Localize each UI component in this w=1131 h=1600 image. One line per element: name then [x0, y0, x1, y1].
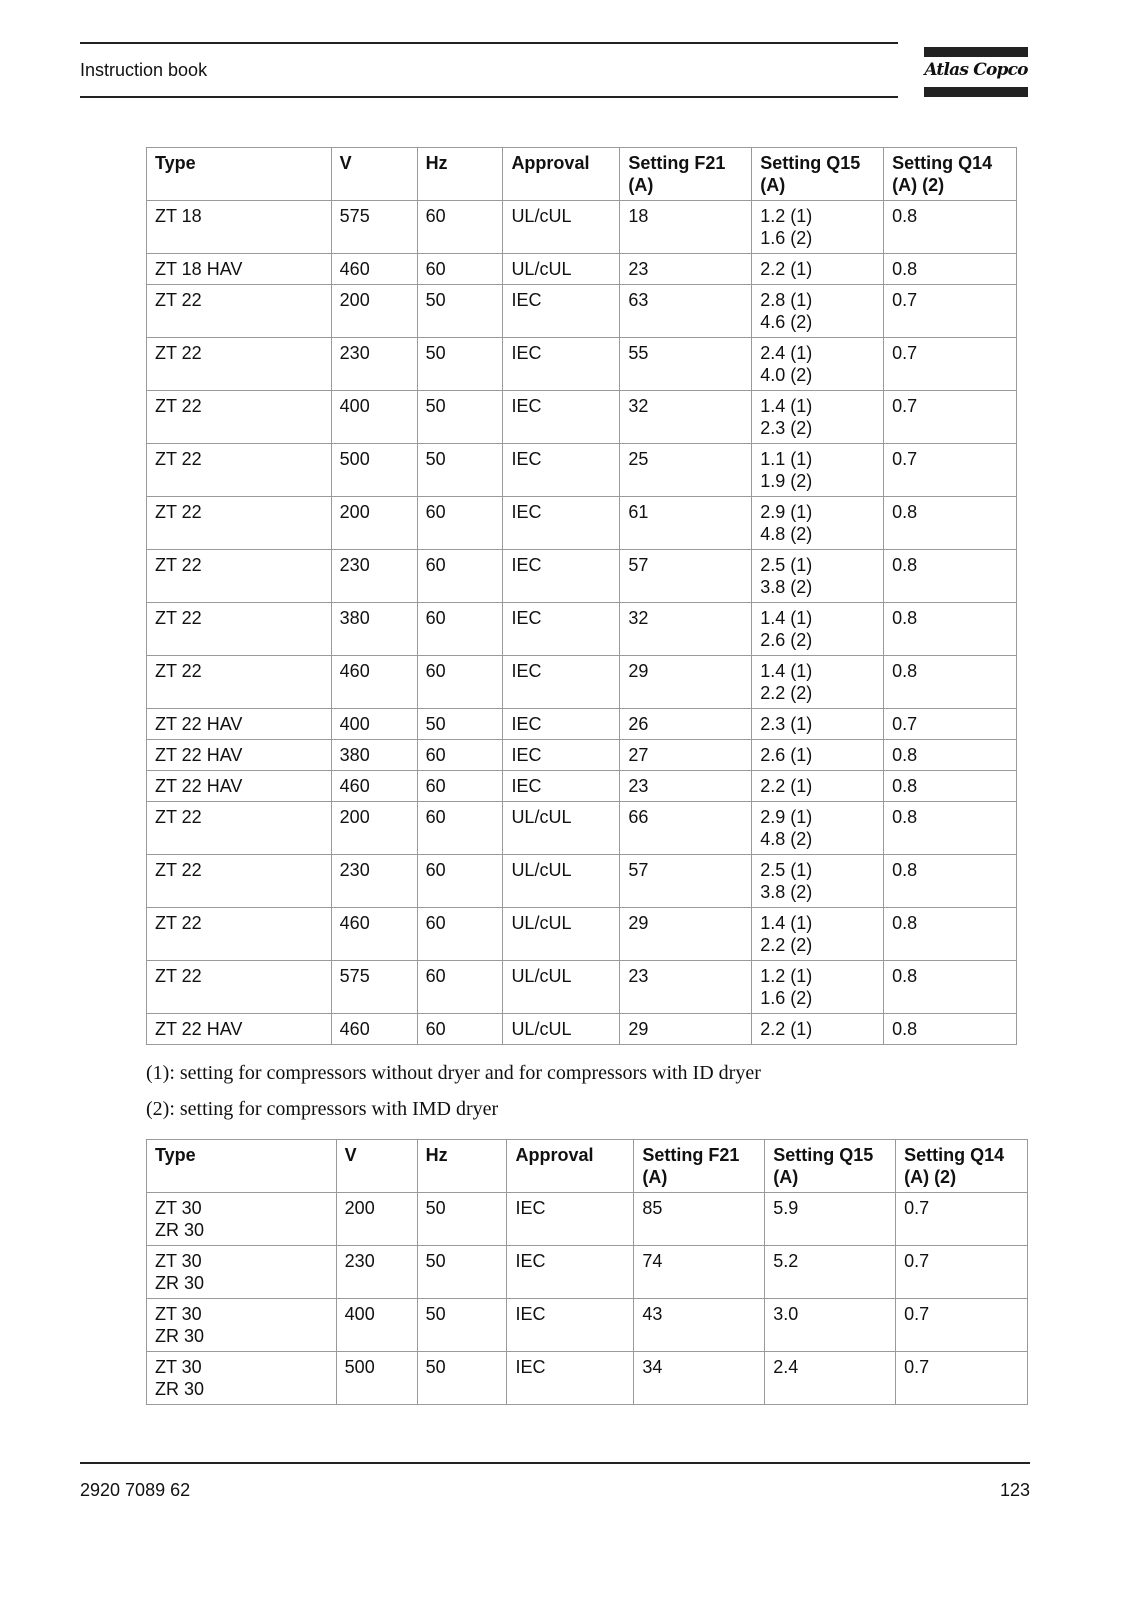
- cell-setting-q15: 2.8 (1) 4.6 (2): [752, 285, 884, 338]
- cell-setting-q15: 2.2 (1): [752, 1014, 884, 1045]
- cell-approval: UL/cUL: [503, 254, 620, 285]
- cell-approval: IEC: [503, 550, 620, 603]
- cell-setting-q15: 2.3 (1): [752, 709, 884, 740]
- cell-voltage: 500: [336, 1352, 417, 1405]
- cell-setting-q15: 1.4 (1) 2.2 (2): [752, 908, 884, 961]
- cell-frequency: 50: [417, 444, 503, 497]
- cell-voltage: 230: [331, 550, 417, 603]
- cell-setting-f21: 29: [620, 656, 752, 709]
- cell-voltage: 200: [331, 497, 417, 550]
- table-row: [147, 1299, 1028, 1352]
- cell-approval: UL/cUL: [503, 1014, 620, 1045]
- cell-setting-q15: 2.4: [765, 1352, 896, 1405]
- table-row: [147, 740, 1017, 771]
- cell-voltage: 575: [331, 961, 417, 1014]
- footer-rule: [80, 1462, 1030, 1464]
- cell-approval: UL/cUL: [503, 855, 620, 908]
- column-header-setting-q15: Setting Q15 (A): [752, 148, 884, 201]
- cell-approval: IEC: [503, 709, 620, 740]
- cell-setting-q14: 0.7: [884, 391, 1017, 444]
- cell-setting-q14: 0.8: [884, 497, 1017, 550]
- cell-setting-f21: 18: [620, 201, 752, 254]
- cell-frequency: 50: [417, 1299, 507, 1352]
- table-row: [147, 254, 1017, 285]
- column-header-setting-q14: Setting Q14 (A) (2): [884, 148, 1017, 201]
- cell-setting-f21: 23: [620, 961, 752, 1014]
- cell-frequency: 60: [417, 740, 503, 771]
- cell-setting-f21: 25: [620, 444, 752, 497]
- cell-type: ZT 22: [147, 908, 332, 961]
- cell-frequency: 60: [417, 497, 503, 550]
- cell-type: ZT 22: [147, 285, 332, 338]
- cell-setting-q14: 0.8: [884, 1014, 1017, 1045]
- cell-frequency: 60: [417, 802, 503, 855]
- cell-type: ZT 22: [147, 603, 332, 656]
- settings-table-zt18-zt22: [146, 147, 1017, 1045]
- cell-voltage: 460: [331, 771, 417, 802]
- cell-setting-q14: 0.8: [884, 656, 1017, 709]
- cell-setting-f21: 32: [620, 603, 752, 656]
- header-bottom-rule: [80, 96, 898, 98]
- cell-setting-q15: 2.4 (1) 4.0 (2): [752, 338, 884, 391]
- cell-approval: UL/cUL: [503, 201, 620, 254]
- cell-setting-q15: 2.2 (1): [752, 254, 884, 285]
- cell-approval: IEC: [507, 1193, 634, 1246]
- cell-setting-q14: 0.8: [884, 771, 1017, 802]
- cell-setting-q14: 0.7: [896, 1193, 1028, 1246]
- cell-voltage: 230: [331, 855, 417, 908]
- cell-type: ZT 22: [147, 444, 332, 497]
- cell-setting-q14: 0.8: [884, 740, 1017, 771]
- cell-setting-q14: 0.8: [884, 961, 1017, 1014]
- cell-setting-q15: 2.9 (1) 4.8 (2): [752, 802, 884, 855]
- atlas-copco-logo: [924, 47, 1028, 97]
- column-header-frequency: Hz: [417, 1140, 507, 1193]
- cell-approval: IEC: [503, 338, 620, 391]
- cell-setting-q15: 1.4 (1) 2.3 (2): [752, 391, 884, 444]
- cell-frequency: 50: [417, 285, 503, 338]
- table-row: [147, 201, 1017, 254]
- cell-voltage: 400: [331, 709, 417, 740]
- cell-frequency: 60: [417, 603, 503, 656]
- cell-setting-f21: 85: [634, 1193, 765, 1246]
- cell-type: ZT 22 HAV: [147, 771, 332, 802]
- table-row: [147, 1014, 1017, 1045]
- cell-frequency: 50: [417, 391, 503, 444]
- cell-type: ZT 22 HAV: [147, 709, 332, 740]
- cell-setting-q14: 0.8: [884, 603, 1017, 656]
- cell-setting-q14: 0.8: [884, 550, 1017, 603]
- cell-setting-q14: 0.7: [896, 1352, 1028, 1405]
- table-row: [147, 444, 1017, 497]
- cell-approval: UL/cUL: [503, 802, 620, 855]
- cell-approval: UL/cUL: [503, 908, 620, 961]
- table-header-row: [147, 1140, 1028, 1193]
- table-row: [147, 550, 1017, 603]
- table-row: [147, 603, 1017, 656]
- cell-setting-f21: 32: [620, 391, 752, 444]
- cell-setting-f21: 29: [620, 1014, 752, 1045]
- cell-setting-f21: 34: [634, 1352, 765, 1405]
- cell-setting-q15: 2.9 (1) 4.8 (2): [752, 497, 884, 550]
- cell-type: ZT 22 HAV: [147, 740, 332, 771]
- header-title: Instruction book: [80, 60, 208, 80]
- cell-setting-q14: 0.7: [896, 1246, 1028, 1299]
- table-row: [147, 855, 1017, 908]
- logo-bottom-bar: [924, 87, 1028, 97]
- cell-type: ZT 30 ZR 30: [147, 1299, 337, 1352]
- cell-frequency: 60: [417, 961, 503, 1014]
- cell-approval: IEC: [503, 285, 620, 338]
- cell-type: ZT 22: [147, 391, 332, 444]
- cell-voltage: 400: [336, 1299, 417, 1352]
- cell-type: ZT 22: [147, 338, 332, 391]
- logo-wordmark: Atlas Copco: [924, 60, 1028, 80]
- cell-voltage: 400: [331, 391, 417, 444]
- column-header-frequency: Hz: [417, 148, 503, 201]
- cell-voltage: 230: [331, 338, 417, 391]
- table-row: [147, 285, 1017, 338]
- cell-setting-q15: 1.4 (1) 2.6 (2): [752, 603, 884, 656]
- column-header-type: Type: [147, 148, 332, 201]
- cell-frequency: 60: [417, 550, 503, 603]
- cell-type: ZT 30 ZR 30: [147, 1193, 337, 1246]
- cell-voltage: 230: [336, 1246, 417, 1299]
- cell-type: ZT 22 HAV: [147, 1014, 332, 1045]
- cell-voltage: 460: [331, 908, 417, 961]
- cell-frequency: 50: [417, 1193, 507, 1246]
- cell-setting-f21: 66: [620, 802, 752, 855]
- table-row: [147, 908, 1017, 961]
- column-header-approval: Approval: [507, 1140, 634, 1193]
- cell-setting-q14: 0.8: [884, 802, 1017, 855]
- cell-voltage: 500: [331, 444, 417, 497]
- cell-voltage: 380: [331, 740, 417, 771]
- cell-setting-q15: 2.5 (1) 3.8 (2): [752, 550, 884, 603]
- cell-approval: IEC: [503, 771, 620, 802]
- cell-frequency: 50: [417, 1352, 507, 1405]
- cell-voltage: 460: [331, 1014, 417, 1045]
- cell-frequency: 60: [417, 908, 503, 961]
- cell-setting-q15: 1.2 (1) 1.6 (2): [752, 201, 884, 254]
- footnote-2: (2): setting for compressors with IMD dryer: [146, 1098, 499, 1120]
- cell-setting-f21: 23: [620, 254, 752, 285]
- cell-setting-q14: 0.7: [884, 285, 1017, 338]
- cell-voltage: 460: [331, 656, 417, 709]
- cell-setting-f21: 74: [634, 1246, 765, 1299]
- cell-frequency: 60: [417, 771, 503, 802]
- cell-setting-q15: 1.2 (1) 1.6 (2): [752, 961, 884, 1014]
- cell-frequency: 60: [417, 656, 503, 709]
- cell-type: ZT 22: [147, 961, 332, 1014]
- column-header-setting-q14: Setting Q14 (A) (2): [896, 1140, 1028, 1193]
- cell-setting-q14: 0.7: [896, 1299, 1028, 1352]
- cell-type: ZT 22: [147, 550, 332, 603]
- table-row: [147, 656, 1017, 709]
- cell-frequency: 50: [417, 709, 503, 740]
- cell-setting-q15: 3.0: [765, 1299, 896, 1352]
- cell-approval: IEC: [507, 1299, 634, 1352]
- table-row: [147, 1246, 1028, 1299]
- cell-setting-q14: 0.7: [884, 709, 1017, 740]
- table-row: [147, 497, 1017, 550]
- table-row: [147, 771, 1017, 802]
- table-row: [147, 338, 1017, 391]
- cell-setting-f21: 57: [620, 855, 752, 908]
- table-row: [147, 802, 1017, 855]
- cell-approval: IEC: [503, 656, 620, 709]
- cell-voltage: 460: [331, 254, 417, 285]
- cell-setting-q15: 1.1 (1) 1.9 (2): [752, 444, 884, 497]
- cell-type: ZT 22: [147, 497, 332, 550]
- cell-approval: IEC: [503, 603, 620, 656]
- column-header-approval: Approval: [503, 148, 620, 201]
- cell-setting-q15: 2.2 (1): [752, 771, 884, 802]
- cell-voltage: 575: [331, 201, 417, 254]
- cell-setting-f21: 23: [620, 771, 752, 802]
- cell-approval: IEC: [503, 444, 620, 497]
- settings-table-zt30-zr30: [146, 1139, 1028, 1405]
- cell-approval: IEC: [503, 391, 620, 444]
- column-header-setting-q15: Setting Q15 (A): [765, 1140, 896, 1193]
- cell-setting-q14: 0.8: [884, 908, 1017, 961]
- cell-setting-q14: 0.7: [884, 338, 1017, 391]
- cell-type: ZT 30 ZR 30: [147, 1246, 337, 1299]
- cell-setting-f21: 27: [620, 740, 752, 771]
- cell-setting-q14: 0.7: [884, 444, 1017, 497]
- table-row: [147, 391, 1017, 444]
- cell-setting-f21: 55: [620, 338, 752, 391]
- footnote-1: (1): setting for compressors without dryer and for compressors with ID dryer: [146, 1062, 761, 1084]
- cell-setting-f21: 43: [634, 1299, 765, 1352]
- column-header-voltage: V: [331, 148, 417, 201]
- cell-setting-q15: 1.4 (1) 2.2 (2): [752, 656, 884, 709]
- table-row: [147, 961, 1017, 1014]
- cell-voltage: 200: [331, 802, 417, 855]
- cell-approval: IEC: [507, 1352, 634, 1405]
- cell-approval: IEC: [503, 740, 620, 771]
- cell-voltage: 200: [336, 1193, 417, 1246]
- cell-setting-f21: 29: [620, 908, 752, 961]
- cell-frequency: 60: [417, 201, 503, 254]
- table-row: [147, 1193, 1028, 1246]
- cell-setting-q15: 2.5 (1) 3.8 (2): [752, 855, 884, 908]
- column-header-type: Type: [147, 1140, 337, 1193]
- cell-frequency: 60: [417, 855, 503, 908]
- cell-setting-f21: 61: [620, 497, 752, 550]
- cell-type: ZT 22: [147, 855, 332, 908]
- cell-approval: UL/cUL: [503, 961, 620, 1014]
- cell-setting-f21: 63: [620, 285, 752, 338]
- table-header-row: [147, 148, 1017, 201]
- cell-voltage: 380: [331, 603, 417, 656]
- cell-setting-q14: 0.8: [884, 855, 1017, 908]
- cell-type: ZT 18 HAV: [147, 254, 332, 285]
- cell-setting-q14: 0.8: [884, 201, 1017, 254]
- cell-type: ZT 18: [147, 201, 332, 254]
- document-number: 2920 7089 62: [80, 1480, 191, 1500]
- cell-setting-f21: 57: [620, 550, 752, 603]
- cell-type: ZT 30 ZR 30: [147, 1352, 337, 1405]
- cell-setting-q15: 2.6 (1): [752, 740, 884, 771]
- column-header-setting-f21: Setting F21 (A): [634, 1140, 765, 1193]
- table-row: [147, 1352, 1028, 1405]
- footnotes: [146, 1060, 761, 1132]
- cell-frequency: 60: [417, 1014, 503, 1045]
- cell-setting-q15: 5.2: [765, 1246, 896, 1299]
- cell-frequency: 50: [417, 1246, 507, 1299]
- cell-type: ZT 22: [147, 802, 332, 855]
- cell-approval: IEC: [503, 497, 620, 550]
- logo-top-bar: [924, 47, 1028, 57]
- cell-setting-f21: 26: [620, 709, 752, 740]
- cell-setting-q14: 0.8: [884, 254, 1017, 285]
- table-row: [147, 709, 1017, 740]
- cell-voltage: 200: [331, 285, 417, 338]
- column-header-voltage: V: [336, 1140, 417, 1193]
- header-top-rule: [80, 42, 898, 44]
- cell-frequency: 50: [417, 338, 503, 391]
- cell-approval: IEC: [507, 1246, 634, 1299]
- column-header-setting-f21: Setting F21 (A): [620, 148, 752, 201]
- page-number: 123: [999, 1480, 1030, 1500]
- cell-type: ZT 22: [147, 656, 332, 709]
- cell-frequency: 60: [417, 254, 503, 285]
- cell-setting-q15: 5.9: [765, 1193, 896, 1246]
